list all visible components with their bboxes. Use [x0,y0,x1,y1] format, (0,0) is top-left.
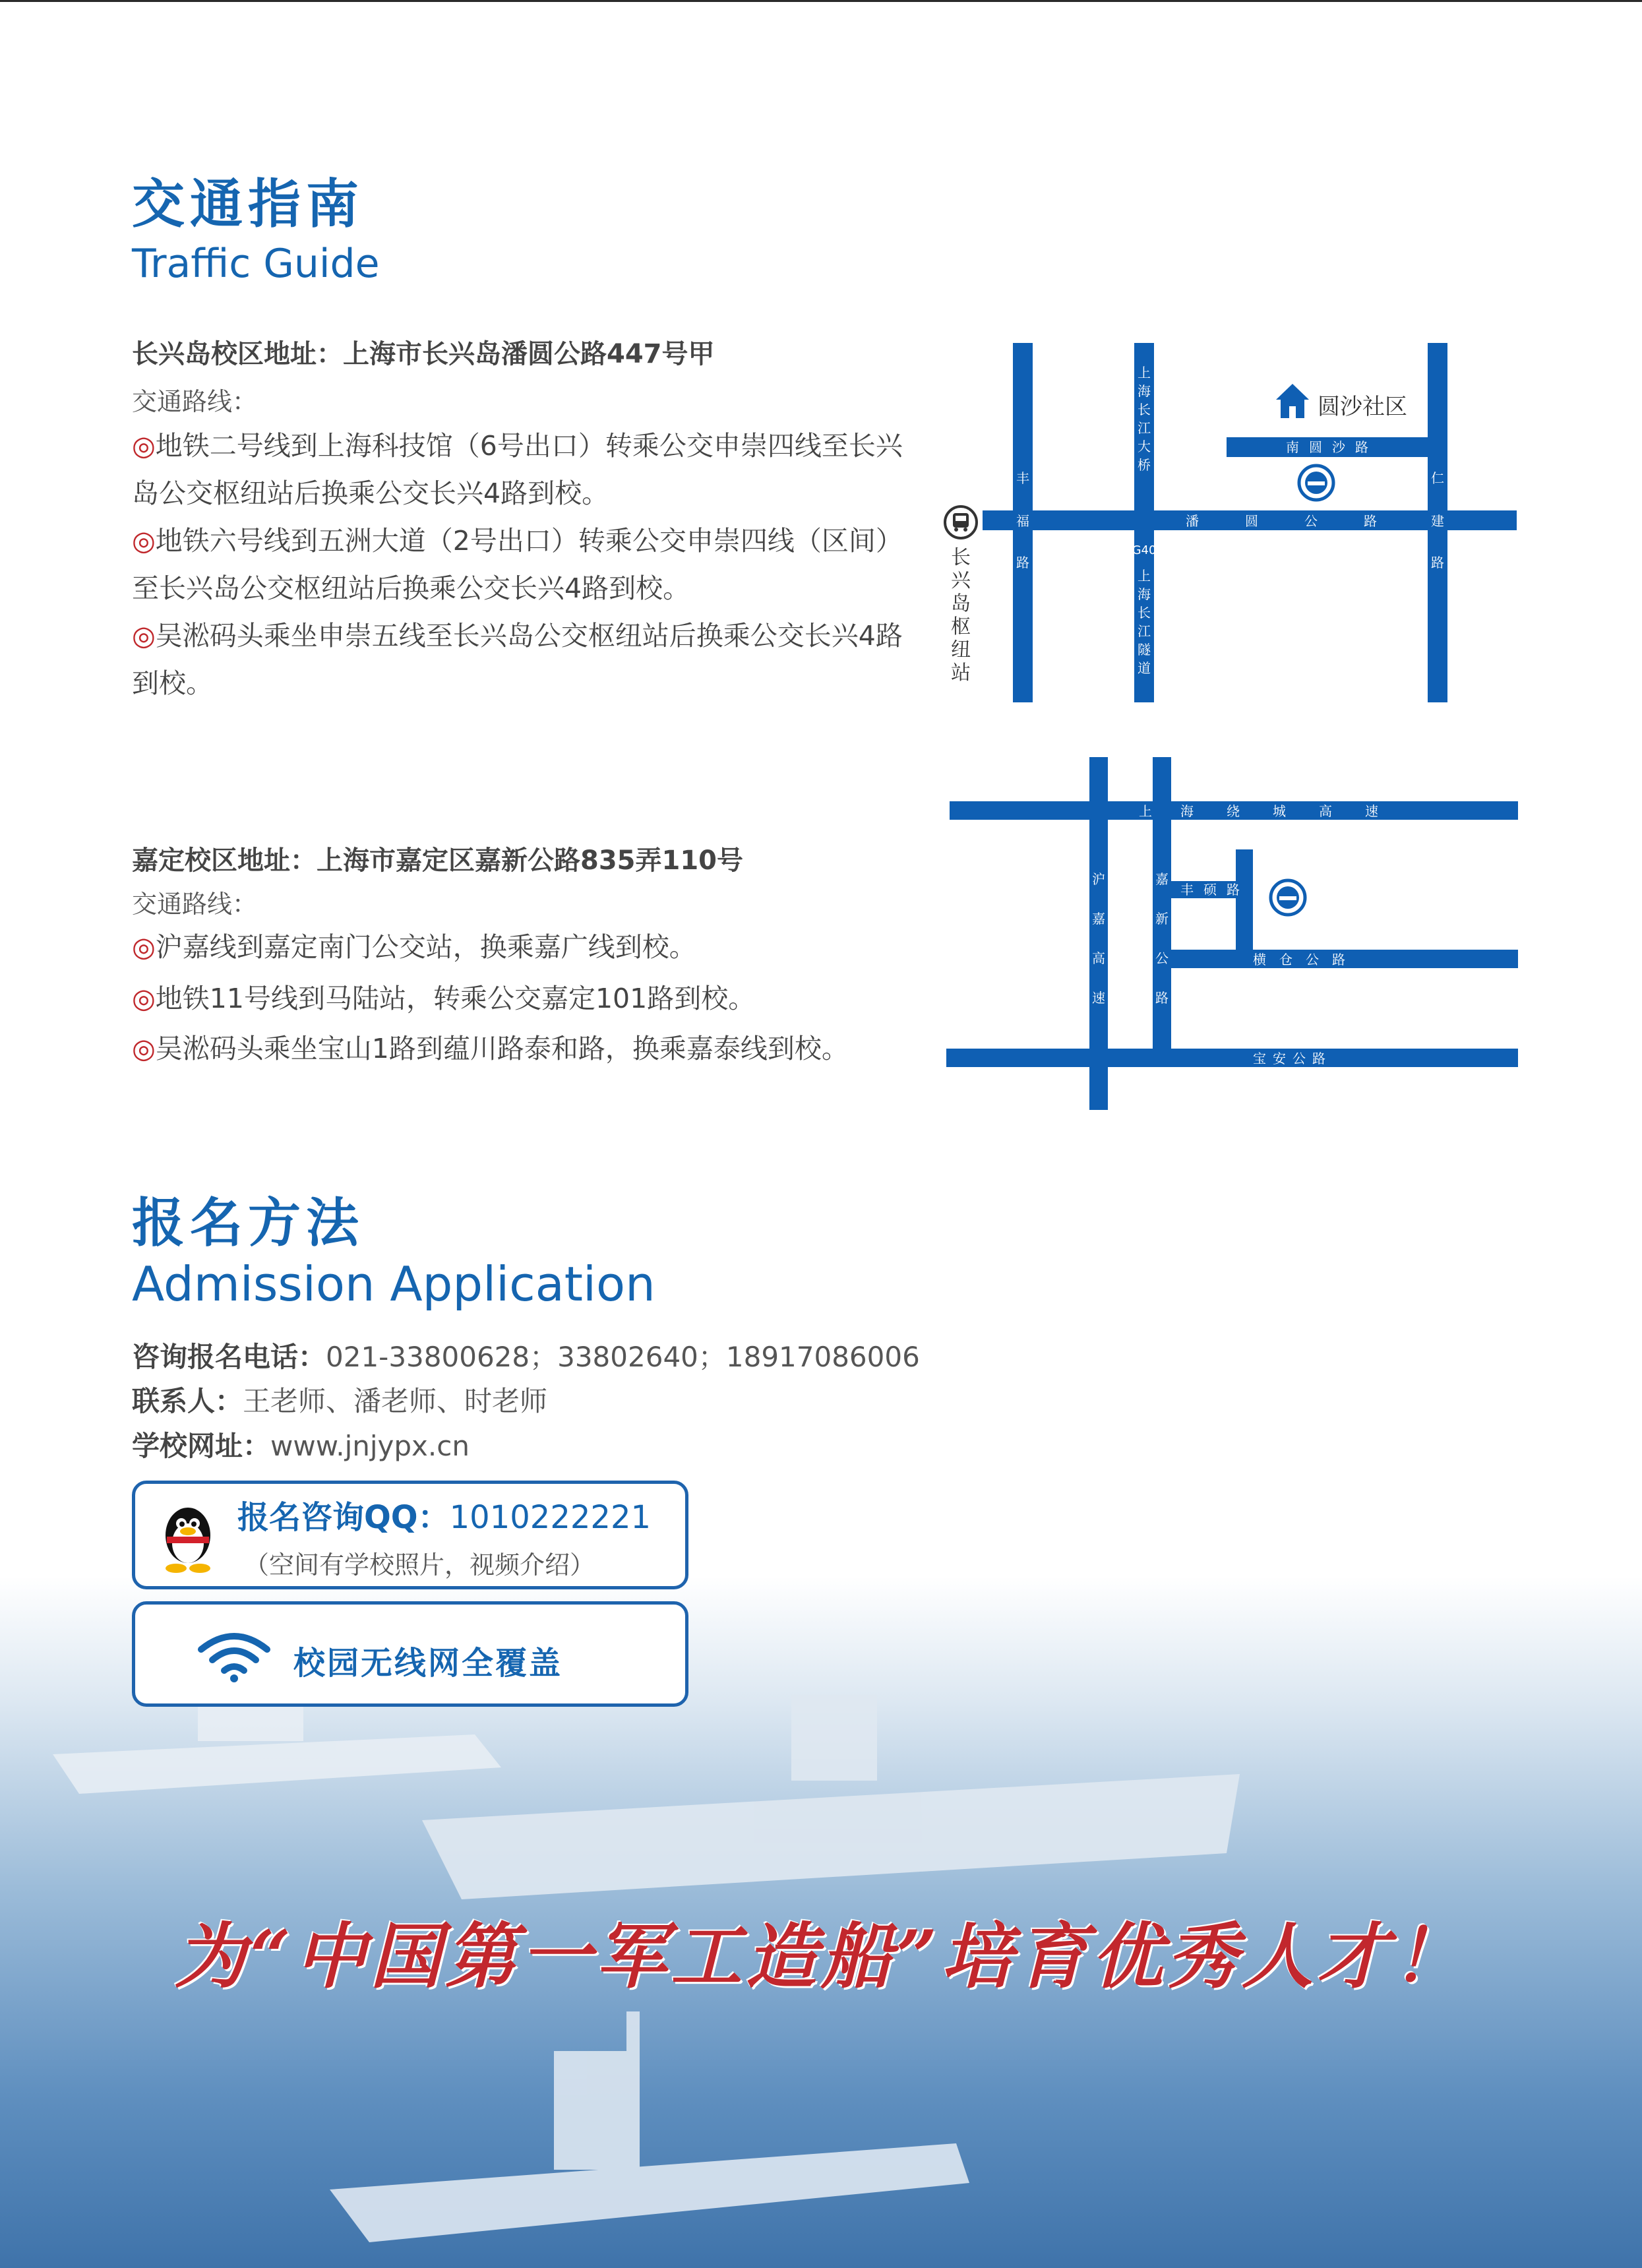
phone-value: 021-33800628；33802640；18917086006 [326,1341,920,1373]
qq-note: （空间有学校照片，视频介绍） [244,1550,595,1579]
route-marker-icon: ◎ [132,1033,156,1064]
svg-text:宝: 宝 [1253,1051,1266,1066]
svg-text:公: 公 [1292,1051,1306,1066]
svg-text:南: 南 [1286,439,1299,455]
svg-text:兴: 兴 [951,569,971,592]
campus1-routes-label: 交通路线： [132,387,258,416]
website-line: 学校网址：www.jnjypx.cn [132,1430,470,1462]
svg-text:长: 长 [1138,605,1151,621]
campus2-route-3: ◎吴淞码头乘坐宝山1路到蕴川路泰和路，换乘嘉泰线到校。 [132,1033,849,1064]
wifi-box [132,1601,688,1707]
svg-text:海: 海 [1138,383,1151,399]
svg-text:隧: 隧 [1138,642,1151,658]
svg-text:海: 海 [1180,803,1194,819]
svg-text:岛: 岛 [951,592,971,615]
route-marker-icon: ◎ [132,931,156,963]
svg-text:站: 站 [951,661,971,685]
svg-text:横: 横 [1253,952,1266,967]
svg-text:高: 高 [1092,950,1105,966]
svg-text:高: 高 [1319,803,1332,819]
svg-text:桥: 桥 [1138,457,1151,473]
admission-title-cn: 报名方法 [132,1192,364,1254]
campus1-routes [132,422,917,707]
admission-title-en: Admission Application [132,1256,655,1312]
campus-logo-icon [1271,880,1305,915]
road-baoan [946,1049,1518,1067]
svg-text:大: 大 [1138,439,1151,454]
campus2-address: 嘉定校区地址：上海市嘉定区嘉新公路835弄110号 [132,845,743,876]
svg-text:上: 上 [1138,365,1151,381]
svg-text:纽: 纽 [951,638,971,661]
svg-text:嘉: 嘉 [1155,871,1169,887]
svg-text:路: 路 [1227,882,1240,898]
svg-text:公: 公 [1155,950,1169,966]
route-marker-icon: ◎ [132,983,156,1014]
route-marker-icon: ◎ [132,430,156,462]
svg-text:建: 建 [1431,513,1444,529]
top-border [0,0,1642,2]
route-item: ◎地铁二号线到上海科技馆（6号出口）转乘公交申崇四线至长兴岛公交枢纽站后换乘公交长兴4路到校。 [132,430,903,509]
house-icon [1276,384,1309,418]
svg-text:道: 道 [1138,660,1151,676]
road-fengshuo-branch [1236,849,1253,955]
route-marker-icon: ◎ [132,620,156,652]
campus-logo-icon [1299,466,1333,500]
community-label: 圆沙社区 [1318,394,1407,420]
slogan: 为“中国第一军工造船”培育优秀人才！ [174,1915,1468,1998]
changxing-campus-map [936,336,1530,706]
qq-penguin-icon [155,1502,221,1575]
svg-text:城: 城 [1273,803,1286,819]
route-item: ◎地铁六号线到五洲大道（2号出口）转乘公交申崇四线（区间）至长兴岛公交枢纽站后换乘公交长兴4路到校。 [132,525,903,604]
svg-text:绕: 绕 [1227,803,1240,819]
svg-text:长: 长 [951,546,971,569]
road-jiaxin [1153,757,1171,1051]
svg-text:枢: 枢 [951,615,971,638]
svg-text:圆: 圆 [1245,513,1258,529]
svg-text:仓: 仓 [1279,952,1292,967]
bus-icon [945,506,977,538]
campus2-routes-label: 交通路线： [132,890,258,919]
campus2-route-2: ◎地铁11号线到马陆站，转乘公交嘉定101路到校。 [132,983,756,1014]
qq-consult-box[interactable] [132,1481,688,1589]
svg-text:路: 路 [1431,555,1444,570]
svg-text:丰: 丰 [1180,882,1194,898]
svg-text:路: 路 [1332,952,1345,967]
traffic-title-cn: 交通指南 [132,173,364,235]
route-marker-icon: ◎ [132,525,156,557]
svg-text:潘: 潘 [1186,513,1199,529]
svg-text:圆: 圆 [1309,439,1322,455]
label-fengfu-1: 丰 [1016,470,1029,486]
svg-text:速: 速 [1365,803,1378,819]
svg-text:上: 上 [1138,568,1151,584]
svg-text:江: 江 [1138,420,1151,436]
svg-text:路: 路 [1312,1051,1325,1066]
svg-text:公: 公 [1306,952,1319,967]
svg-text:路: 路 [1155,990,1169,1006]
svg-text:新: 新 [1155,911,1169,927]
svg-text:上: 上 [1139,803,1152,819]
route-item: ◎吴淞码头乘坐申崇五线至长兴岛公交枢纽站后换乘公交长兴4路到校。 [132,620,903,699]
svg-text:沪: 沪 [1092,871,1105,887]
svg-text:海: 海 [1138,586,1151,602]
svg-text:公: 公 [1304,513,1318,529]
svg-text:长: 长 [1138,402,1151,417]
contact-value: 王老师、潘老师、时老师 [243,1385,548,1417]
campus1-address: 长兴岛校区地址：上海市长兴岛潘圆公路447号甲 [132,339,715,369]
qq-line: 报名咨询QQ：1010222221 [237,1499,652,1536]
campus2-route-1: ◎沪嘉线到嘉定南门公交站，换乘嘉广线到校。 [132,931,696,963]
svg-text:仁: 仁 [1431,470,1444,486]
contact-line: 联系人：王老师、潘老师、时老师 [132,1385,548,1417]
road-nanyuansha [1227,437,1428,457]
svg-text:安: 安 [1273,1051,1286,1066]
svg-text:路: 路 [1364,513,1377,529]
svg-text:G40: G40 [1132,543,1157,557]
svg-text:路: 路 [1355,439,1368,455]
label-fengfu-3: 路 [1016,555,1029,570]
website-link[interactable]: www.jnjypx.cn [270,1430,470,1462]
svg-text:沙: 沙 [1332,439,1345,455]
phone-line: 咨询报名电话：021-33800628；33802640；18917086006 [132,1341,920,1373]
jiading-campus-map [943,757,1523,1113]
bus-station-label [951,546,971,685]
svg-text:江: 江 [1138,623,1151,639]
svg-text:嘉: 嘉 [1092,911,1105,927]
traffic-title-en: Traffic Guide [132,241,380,287]
svg-text:硕: 硕 [1203,882,1217,898]
qq-number: 1010222221 [449,1499,652,1536]
wifi-text: 校园无线网全覆盖 [293,1645,563,1682]
svg-text:速: 速 [1092,990,1105,1006]
label-fengfu-2: 福 [1016,513,1029,529]
wifi-icon [198,1630,270,1685]
